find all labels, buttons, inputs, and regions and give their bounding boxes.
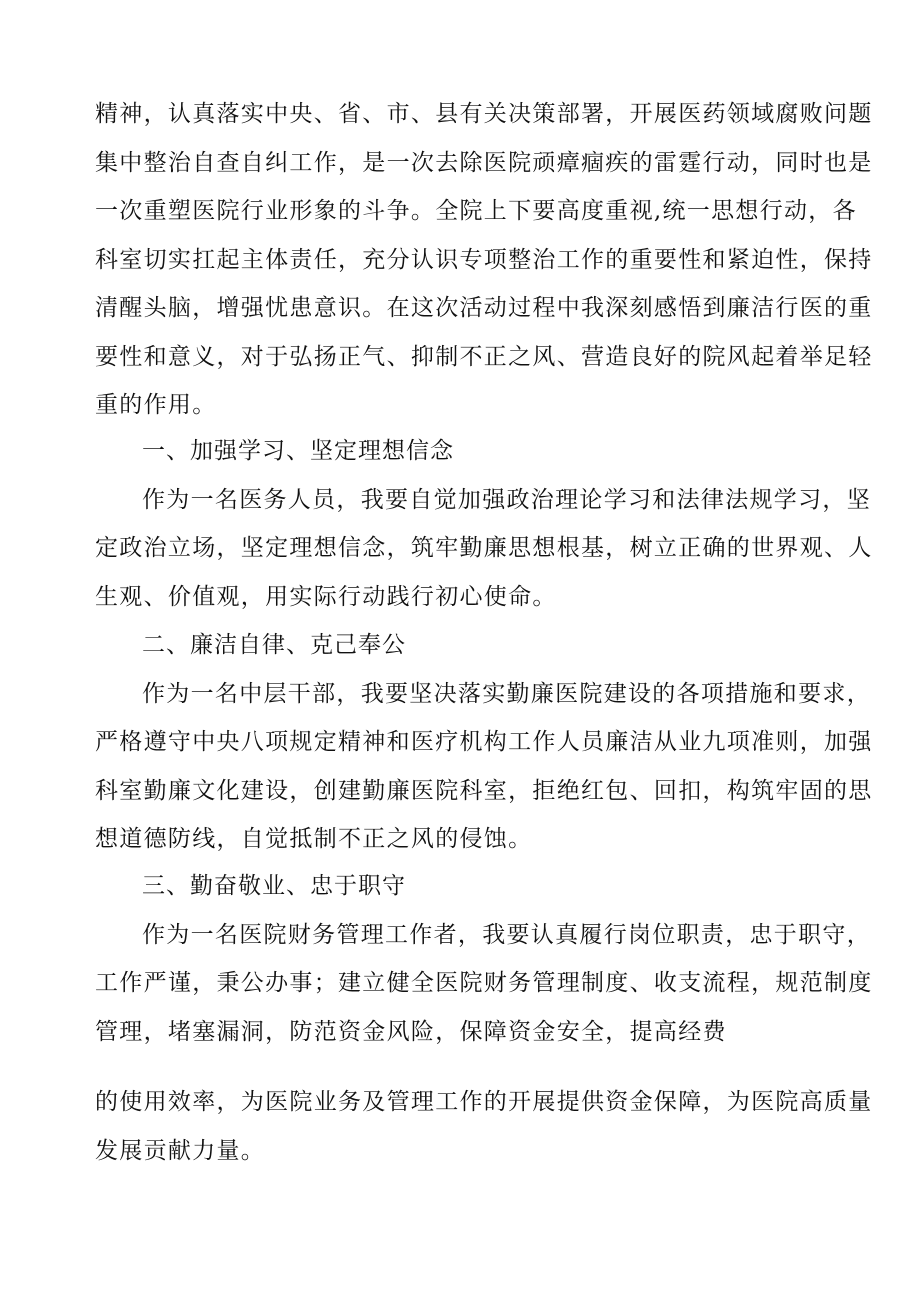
paragraph-line: 作为一名中层干部，我要坚决落实勤廉医院建设的各项措施和要求， (142, 680, 871, 707)
paragraph-line: 重的作用。 (95, 392, 217, 418)
paragraph-line: 工作严谨，秉公办事；建立健全医院财务管理制度、收支流程，规范制度 (95, 970, 873, 996)
paragraph-line: 定政治立场，坚定理想信念，筑牢勤廉思想根基，树立正确的世界观、人 (95, 535, 873, 561)
section-2 (95, 621, 873, 864)
section-heading: 三、勤奋敬业、忠于职守 (142, 873, 406, 899)
paragraph-line: 想道德防线，自觉抵制不正之风的侵蚀。 (95, 826, 533, 852)
paragraph-line: 科室切实扛起主体责任，充分认识专项整治工作的重要性和紧迫性，保持 (95, 246, 873, 273)
intro-paragraph (95, 90, 873, 430)
paragraph-line: 发展贡献力量。 (95, 1137, 266, 1164)
paragraph-line: 作为一名医务人员，我要自觉加强政治理论学习和法律法规学习，坚 (142, 486, 871, 513)
paragraph-line: 科室勤廉文化建设，创建勤廉医院科室，拒绝红包、回扣，构筑牢固的思 (95, 777, 873, 804)
section-3 (95, 862, 873, 1056)
paragraph-line: 生观、价值观，用实际行动践行初心使命。 (95, 583, 557, 610)
paragraph-line: 精神，认真落实中央、省、市、县有关决策部署，开展医药领域腐败问题 (95, 101, 873, 127)
section-1 (95, 427, 873, 621)
paragraph-line: 管理，堵塞漏洞，防范资金风险，保障资金安全，提高经费 (95, 1018, 727, 1045)
paragraph-line: 作为一名医院财务管理工作者，我要认真履行岗位职责，忠于职守， (142, 921, 871, 948)
paragraph-line: 一次重塑医院行业形象的斗争。全院上下要高度重视,统一思想行动，各 (95, 198, 857, 224)
paragraph-line: 的使用效率，为医院业务及管理工作的开展提供资金保障，为医院高质量 (95, 1089, 873, 1115)
paragraph-line: 要性和意义，对于弘扬正气、抑制不正之风、营造良好的院风起着举足轻 (95, 343, 873, 370)
continuation-paragraph (95, 1078, 873, 1175)
paragraph-line: 严格遵守中央八项规定精神和医疗机构工作人员廉洁从业九项准则，加强 (95, 729, 873, 755)
section-heading: 二、廉洁自律、克己奉公 (142, 632, 406, 658)
paragraph-line: 集中整治自查自纠工作，是一次去除医院顽瘴痼疾的雷霆行动，同时也是 (95, 149, 873, 176)
section-heading: 一、加强学习、坚定理想信念 (142, 438, 454, 464)
paragraph-line: 清醒头脑，增强忧患意识。在这次活动过程中我深刻感悟到廉洁行医的重 (95, 295, 873, 321)
